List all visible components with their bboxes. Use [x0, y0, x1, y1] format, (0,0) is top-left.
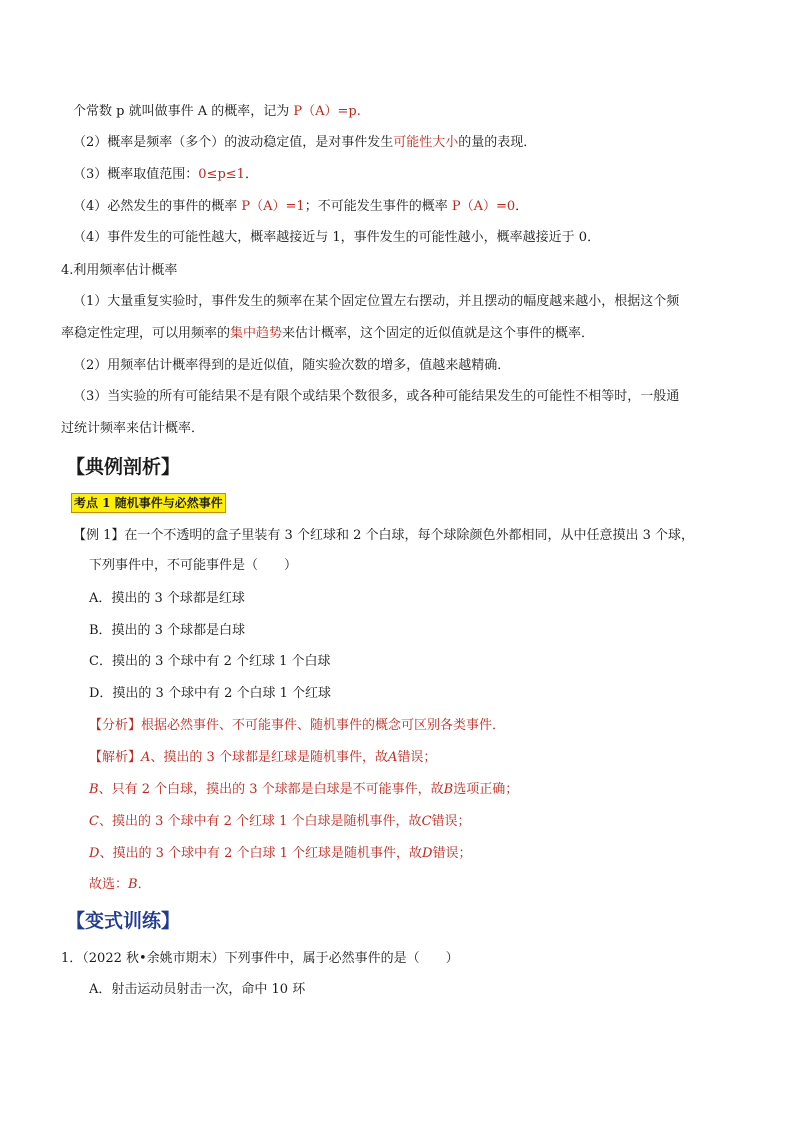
- analysis: 【分析】根据必然事件、不可能事件、随机事件的概念可区别各类事件．: [89, 718, 506, 733]
- heading-examples: 【典例剖析】: [66, 456, 181, 478]
- option-b: B．摸出的 3 个球都是白球: [89, 623, 246, 638]
- solution-c: C、摸出的 3 个球中有 2 个红球 1 个白球是随机事件，故C错误；: [89, 814, 471, 829]
- option-d: D．摸出的 3 个球中有 2 个白球 1 个红球: [89, 686, 332, 701]
- exercise-option-a: A．射击运动员射击一次，命中 10 环: [89, 982, 306, 997]
- text-line: （4）事件发生的可能性越大，概率越接近与 1，事件发生的可能性越小，概率越接近于 0．: [73, 230, 601, 245]
- example-question: 【例 1】在一个不透明的盒子里装有 3 个红球和 2 个白球，每个球除颜色外都相同，从中任意摸出 3 个球，: [73, 528, 695, 543]
- text-line: （4）必然发生的事件的概率 P（A）=1；不可能发生事件的概率 P（A）=0．: [73, 199, 529, 214]
- text-line: （3）当实验的所有可能结果不是有限个或结果个数很多，或各种可能结果发生的可能性不相等时，一般通: [73, 389, 680, 404]
- text-line: （3）概率取值范围：0≤p≤1．: [73, 167, 258, 182]
- exercise-question: 1．（2022 秋•余姚市期末）下列事件中，属于必然事件的是（ ）: [61, 951, 459, 966]
- section-title: 4.利用频率估计概率: [61, 263, 178, 278]
- text-line: 率稳定性定理，可以用频率的集中趋势来估计概率，这个固定的近似值就是这个事件的概率．: [61, 326, 595, 341]
- text-line: （2）用频率估计概率得到的是近似值，随实验次数的增多，值越来越精确．: [73, 358, 511, 373]
- text-line: （1）大量重复实验时，事件发生的频率在某个固定位置左右摆动，并且摆动的幅度越来越小，根据这个频: [73, 294, 680, 309]
- example-question-cont: 下列事件中，不可能事件是（ ）: [89, 558, 298, 573]
- solution-a: 【解析】A、摸出的 3 个球都是红球是随机事件，故A错误；: [89, 750, 437, 765]
- heading-practice: 【变式训练】: [66, 910, 181, 932]
- answer: 故选：B．: [89, 877, 151, 892]
- option-a: A．摸出的 3 个球都是红球: [89, 591, 245, 606]
- topic-tag: 考点 1 随机事件与必然事件: [71, 493, 226, 513]
- solution-d: D、摸出的 3 个球中有 2 个白球 1 个红球是随机事件，故D错误；: [89, 846, 472, 861]
- solution-b: B、只有 2 个白球，摸出的 3 个球都是白球是不可能事件，故B选项正确；: [89, 782, 519, 797]
- option-c: C．摸出的 3 个球中有 2 个红球 1 个白球: [89, 654, 331, 669]
- text-line: （2）概率是频率（多个）的波动稳定值，是对事件发生可能性大小的量的表现．: [73, 135, 537, 150]
- text-line: 个常数 p 就叫做事件 A 的概率，记为 P（A）=p.: [73, 104, 361, 119]
- text-line: 过统计频率来估计概率．: [61, 421, 205, 436]
